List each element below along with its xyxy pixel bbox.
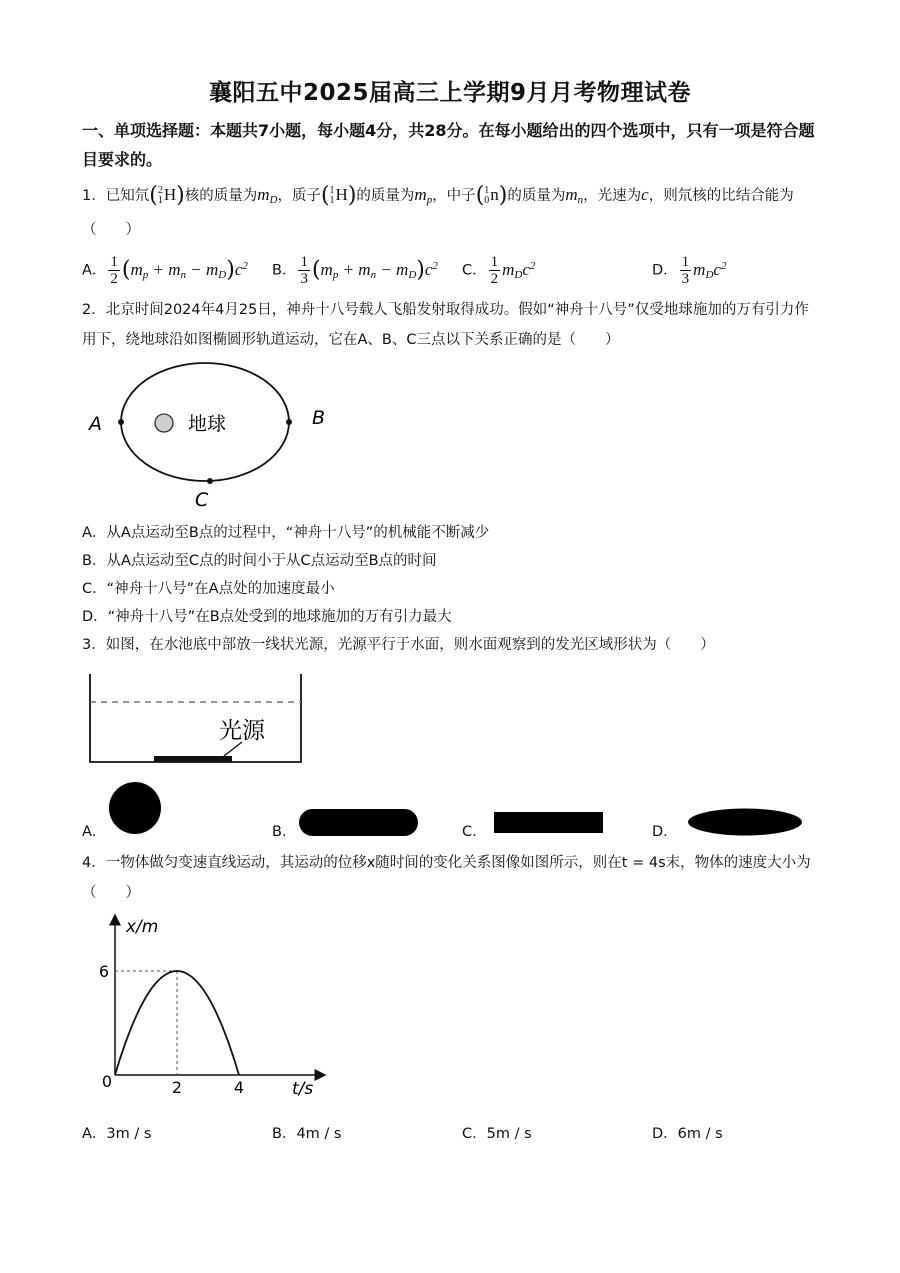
- mass-deuteron: $m_D$: [257, 185, 278, 206]
- earth-label: 地球: [188, 413, 227, 435]
- q2-option-b[interactable]: B．从A点运动至C点的时间小于从C点运动至B点的时间: [82, 553, 437, 569]
- speed-of-light: c: [641, 185, 649, 204]
- displacement-curve: [115, 971, 239, 1075]
- question-4: 4．一物体做匀变速直线运动，其运动的位移x随时间的变化关系图像如图所示，则在t = 4s末，物体的速度大小为（ ）: [82, 855, 811, 901]
- label-c: C: [195, 489, 209, 511]
- q4-option-c[interactable]: C．5m / s: [462, 1126, 532, 1142]
- x-axis-label: t/s: [292, 1079, 314, 1099]
- mass-neutron: $m_n$: [565, 185, 584, 206]
- q1-option-b-label: B．: [272, 262, 297, 279]
- q1-text-6: 的质量为: [507, 188, 566, 204]
- shape-ellipse: [686, 807, 804, 837]
- pool-walls: [90, 674, 301, 762]
- proton-symbol: 1 1H: [329, 185, 348, 207]
- q2-option-a[interactable]: A．从A点运动至B点的过程中，“神舟十八号”的机械能不断减少: [82, 525, 490, 541]
- q1-option-c[interactable]: C． $\frac{1}{2}$ $m_Dc^2$: [462, 254, 536, 287]
- mass-proton: $m_p$: [414, 185, 433, 206]
- q1-text-4: 的质量为: [356, 188, 415, 204]
- point-b-dot: [286, 419, 292, 425]
- pool-diagram: [84, 672, 309, 772]
- shape-circle: [108, 780, 164, 836]
- q1-text-8: ，则氘核的比结合能为（ ）: [82, 188, 794, 238]
- orbit-diagram: [80, 360, 340, 520]
- question-3: 3．如图，在水池底中部放一线状光源，光源平行于水面，则水面观察到的发光区域形状为（ ）: [82, 637, 715, 653]
- label-b: B: [312, 407, 326, 429]
- shape-rectangle: [493, 811, 605, 835]
- q4-option-b[interactable]: B．4m / s: [272, 1126, 342, 1142]
- q3-option-d-label: D．: [652, 824, 678, 840]
- q1-option-b[interactable]: B． $\frac{1}{3}$ $(m_p + m_n - m_D)c^2$: [272, 254, 438, 287]
- q3-option-a-label: A．: [82, 824, 107, 840]
- point-c-dot: [207, 478, 213, 484]
- source-label: 光源: [219, 718, 265, 744]
- q1-option-a[interactable]: A． $\frac{1}{2}$ $(m_p + m_n - m_D)c^2$: [82, 254, 248, 287]
- q3-option-b[interactable]: [272, 820, 296, 841]
- deuteron-symbol: 2 1H: [157, 185, 177, 207]
- page-title: 襄阳五中2025届高三上学期9月月考物理试卷: [208, 80, 692, 106]
- y-axis-label: x/m: [126, 917, 159, 937]
- xt-chart: [90, 912, 340, 1108]
- x-tick-label-4: 4: [233, 1078, 245, 1097]
- question-1: 1．已知氘(2 1H)核的质量为$m_D$，质子(1 1H)的质量为$m_p$，中子(1 0n)的质量为$m_n$，光速为c，则氘核的比结合能为（ ）: [82, 180, 822, 245]
- q3-option-c[interactable]: [462, 820, 487, 841]
- x-tick-label-0: 0: [101, 1072, 113, 1091]
- q1-text-5: ，中子: [432, 188, 476, 204]
- q1-text-3: ，质子: [277, 188, 321, 204]
- q2-option-c[interactable]: C．“神舟十八号”在A点处的加速度最小: [82, 581, 335, 597]
- q1-text-2: 核的质量为: [184, 188, 258, 204]
- earth-icon: [155, 414, 173, 432]
- q1-option-d[interactable]: D． $\frac{1}{3}$ $m_Dc^2$: [652, 254, 727, 287]
- q3-option-b-label: B．: [272, 824, 297, 840]
- q4-option-d[interactable]: D．6m / s: [652, 1126, 723, 1142]
- q3-option-a[interactable]: [82, 820, 106, 841]
- q4-option-a[interactable]: A．3m / s: [82, 1126, 152, 1142]
- neutron-symbol: 1 0n: [484, 185, 499, 207]
- y-tick-label: 6: [98, 962, 109, 981]
- shape-stadium: [298, 808, 420, 838]
- q3-option-c-label: C．: [462, 824, 487, 840]
- section-heading: 一、单项选择题：本题共7小题，每小题4分，共28分。在每小题给出的四个选项中，只有一项是符合题目要求的。: [82, 121, 815, 169]
- q1-text-7: ，光速为: [583, 188, 642, 204]
- light-source: [154, 756, 232, 762]
- source-pointer: [224, 742, 242, 756]
- question-2: 2．北京时间2024年4月25日，神舟十八号载人飞船发射取得成功。假如“神舟十八号”仅受地球施加的万有引力作用下，绕地球沿如图椭圆形轨道运动，它在A、B、C三点以下关系正确的是（ ）: [82, 302, 809, 348]
- q1-text-1: 1．已知氘: [82, 188, 150, 204]
- q3-option-d[interactable]: [652, 820, 678, 841]
- q1-option-d-label: D．: [652, 262, 678, 279]
- q1-option-a-label: A．: [82, 262, 107, 279]
- point-a-dot: [118, 419, 124, 425]
- q1-option-c-label: C．: [462, 262, 487, 279]
- x-tick-label-2: 2: [171, 1078, 183, 1097]
- label-a: A: [89, 413, 102, 435]
- q2-option-d[interactable]: D．“神舟十八号”在B点处受到的地球施加的万有引力最大: [82, 609, 452, 625]
